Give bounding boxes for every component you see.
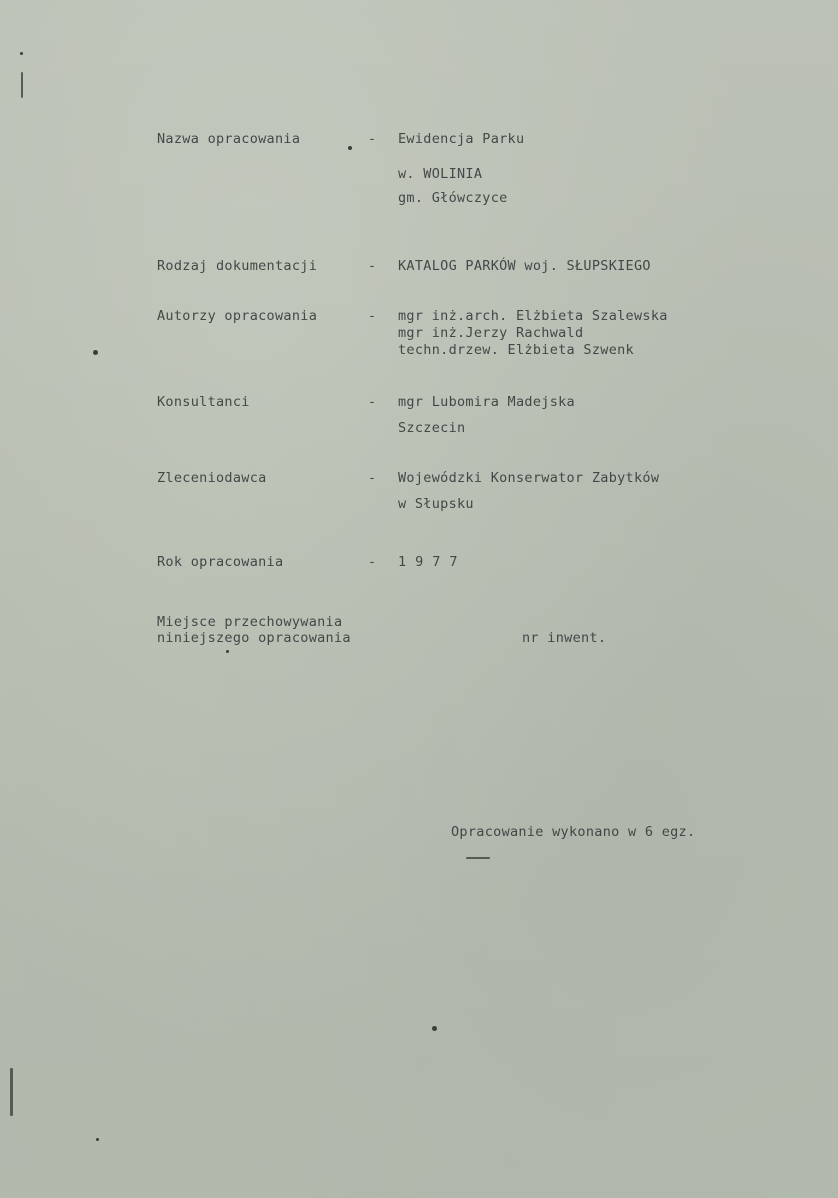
paper-speck bbox=[348, 146, 352, 150]
value-konsultanci-line-2: Szczecin bbox=[398, 420, 466, 436]
paper-speck bbox=[20, 52, 23, 55]
paper-speck bbox=[432, 1026, 437, 1031]
dash-zleceniodawca: - bbox=[368, 470, 377, 486]
dash-autorzy: - bbox=[368, 308, 377, 324]
paper-mark bbox=[21, 72, 23, 98]
label-konsultanci: Konsultanci bbox=[157, 394, 250, 410]
value-autorzy-line-3: techn.drzew. Elżbieta Szwenk bbox=[398, 342, 634, 358]
label-rok-opracowania: Rok opracowania bbox=[157, 554, 284, 570]
value-konsultanci-line-1: mgr Lubomira Madejska bbox=[398, 394, 575, 410]
footer-note: Opracowanie wykonano w 6 egz. bbox=[451, 824, 696, 840]
value-zleceniodawca-line-1: Wojewódzki Konserwator Zabytków bbox=[398, 470, 660, 486]
paper-mark bbox=[10, 1068, 13, 1116]
label-nazwa-opracowania: Nazwa opracowania bbox=[157, 131, 301, 147]
value-nr-inwent: nr inwent. bbox=[522, 630, 607, 646]
value-nazwa-line-3: gm. Główczyce bbox=[398, 190, 508, 206]
paper-mark bbox=[466, 857, 490, 859]
dash-rodzaj: - bbox=[368, 258, 377, 274]
value-zleceniodawca-line-2: w Słupsku bbox=[398, 496, 474, 512]
dash-nazwa: - bbox=[368, 131, 377, 147]
value-nazwa-line-1: Ewidencja Parku bbox=[398, 131, 525, 147]
paper-speck bbox=[96, 1138, 99, 1141]
dash-rok: - bbox=[368, 554, 377, 570]
label-miejsce-line-2: niniejszego opracowania bbox=[157, 630, 351, 646]
paper-speck bbox=[93, 350, 98, 355]
label-miejsce-line-1: Miejsce przechowywania bbox=[157, 614, 343, 630]
label-autorzy-opracowania: Autorzy opracowania bbox=[157, 308, 318, 324]
value-rok: 1977 bbox=[398, 554, 467, 570]
dash-konsultanci: - bbox=[368, 394, 377, 410]
paper-speck bbox=[226, 650, 229, 653]
value-autorzy-line-2: mgr inż.Jerzy Rachwald bbox=[398, 325, 584, 341]
value-nazwa-line-2: w. WOLINIA bbox=[398, 166, 483, 182]
value-autorzy-line-1: mgr inż.arch. Elżbieta Szalewska bbox=[398, 308, 668, 324]
value-rodzaj: KATALOG PARKÓW woj. SŁUPSKIEGO bbox=[398, 258, 651, 274]
label-zleceniodawca: Zleceniodawca bbox=[157, 470, 267, 486]
label-rodzaj-dokumentacji: Rodzaj dokumentacji bbox=[157, 258, 318, 274]
